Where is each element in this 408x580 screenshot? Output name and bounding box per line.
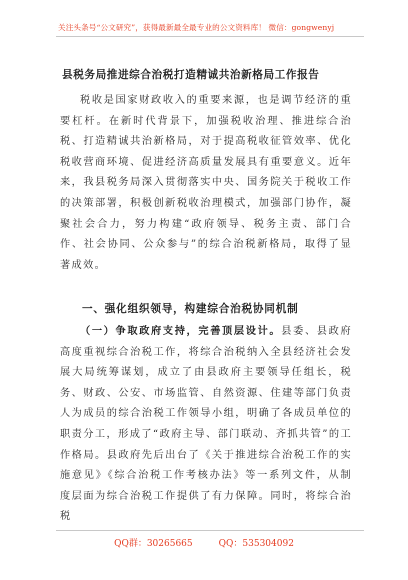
subsection-paragraph	[60, 321, 352, 528]
footer-qq: QQ：535304092	[218, 539, 294, 549]
document-title: 县税务局推进综合治税打造精诚共治新格局工作报告	[62, 69, 320, 81]
footer	[0, 536, 408, 549]
subsection-lead: （一）争取政府支持，完善顶层设计。	[80, 325, 282, 337]
intro-paragraph: 税收是国家财政收入的重要来源，也是调节经济的重要杠杆。在新时代背景下，加强税收治理、推进综合治税、打造精诚共治新格局，对于提高税收征管效率、优化税收营商环境、促进经济高质量发展具有重要意义。近年来，我县税务局深入贯彻落实中央、国务院关于税收工作的决策部署，积极创新税收治理模式，加强部门协作，凝聚社会合力，努力构建“政府领导、税务主责、部门合作、社会协同、公众参与”的综合治税新格局，取得了显著成效。	[60, 95, 352, 271]
footer-qq-group: QQ群：30265665	[114, 539, 193, 549]
section-heading: 一、强化组织领导，构建综合治税协同机制	[82, 303, 299, 315]
footer-divider	[56, 530, 364, 531]
subsection-body: 县委、县政府高度重视综合治税工作，将综合治税纳入全县经济社会发展大局统筹谋划，成立了由县政府主要领导任组长，税务、财政、公安、市场监管、自然资源、住建等部门负责人为成员的综合治税工作领导小组，明确了各成员单位的职责分工，形成了“政府主导、部门联动、齐抓共管”的工作格局。县政府先后出台了《关于推进综合治税工作的实施意见》《综合治税工作考核办法》等一系列文件，从制度层面为综合治税工作提供了有力保障。同时，将综合治税	[60, 326, 352, 523]
header-banner: 关注头条号“公文研究”，获得最新最全最专业的公文资料库！ 微信：gongwenyj	[58, 23, 335, 32]
header-divider	[56, 36, 364, 37]
